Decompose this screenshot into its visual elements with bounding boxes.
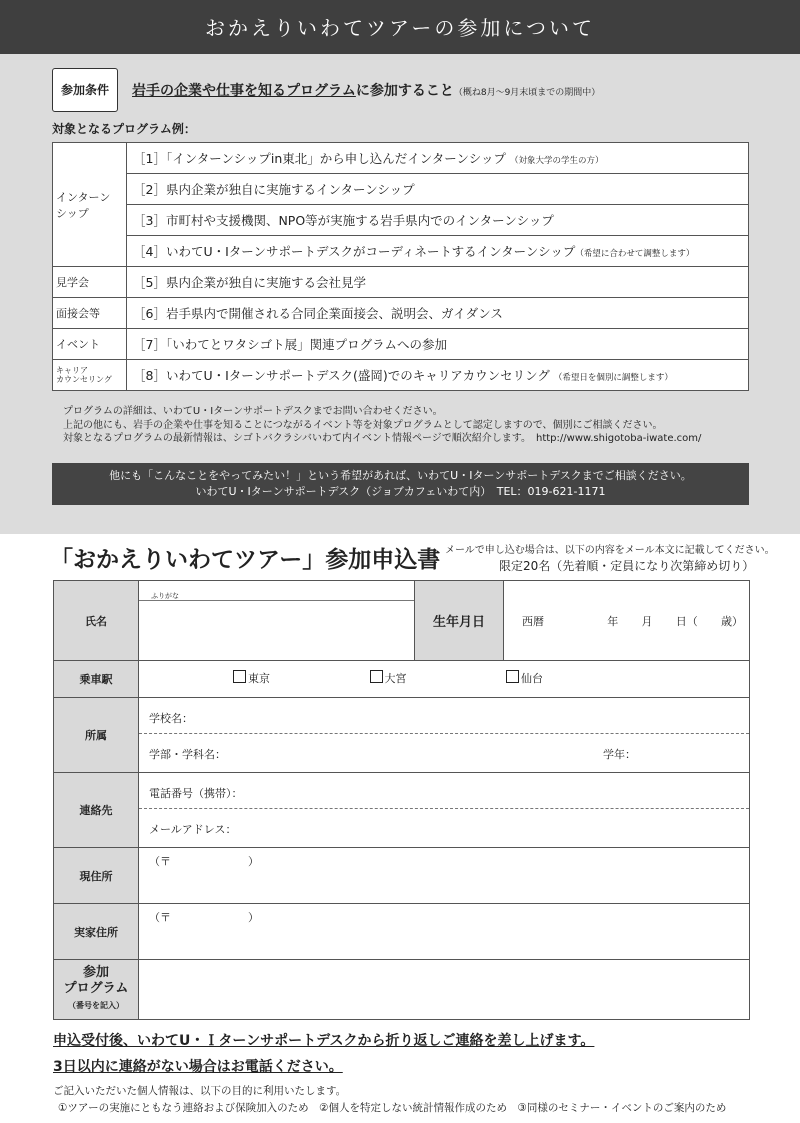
program-category: 見学会 [53,267,127,298]
condition-rest: に参加すること [355,83,454,99]
furigana-field[interactable] [139,581,414,601]
program-item [127,174,749,205]
limit-note: 限定20名（先着順・定員になり次第締め切り） [499,559,755,573]
contact-label: 連絡先 [54,773,139,848]
program-row [53,267,749,298]
program-row [53,236,749,267]
form-title: 「おかえりいわてツアー」参加申込書 [50,547,441,573]
school-name-field[interactable] [139,698,749,734]
station-name: 大宮 [384,672,407,685]
program-item-text: ［1］「インターンシップin東北」から申し込んだインターンシップ [133,151,506,166]
condition-period-note: （概ね8月～9月末頃までの期間中） [453,88,601,98]
program-item [127,329,749,360]
program-field[interactable] [139,960,750,1020]
form-row-program [54,960,750,1020]
program-category-internship [53,143,127,267]
form-row-home [54,904,750,960]
program-item [127,360,749,391]
birth-age: 歳） [721,614,743,628]
name-cell [139,581,415,661]
program-label [54,960,139,1020]
program-item [127,236,749,267]
birth-era: 西暦 [522,614,544,628]
program-item-text: ［6］岩手県内で開催される合同企業面接会、説明会、ガイダンス [133,306,503,321]
privacy-purposes: ①ツアーの実施にともなう連絡および保険加入のため ②個人を特定しない統計情報作成のため ③同様のセミナー・イベントのご案内のため [58,1102,727,1114]
affiliation-cell [139,698,750,773]
note-line: 上記の他にも、岩手の企業や仕事を知ることにつながるイベント等を対象プログラムとして認定しますので、個別にご相談ください。 [63,419,663,431]
category-line: カウンセリング [56,375,112,384]
birth-day: 日（ [675,614,698,628]
email-label: メールアドレス： [149,823,237,836]
station-name: 東京 [248,672,270,685]
name-label: 氏名 [54,581,139,661]
contact-bar [52,463,749,505]
program-label-line: プログラム [63,981,129,996]
station-options [139,661,750,698]
email-field[interactable] [139,809,749,845]
footer-reply-note: 申込受付後、いわてU・Ｉターンサポートデスクから折り返しご連絡を差し上げます。 [53,1033,595,1049]
postal-placeholder: （〒 ） [149,855,259,868]
page-title: おかえりいわてツアーの参加について [205,16,595,40]
program-item-note: （希望日を個別に調整します） [553,373,673,383]
name-field[interactable] [139,601,414,659]
program-row [53,360,749,391]
checkbox[interactable] [233,670,246,683]
department-field[interactable] [139,734,749,770]
program-category: イベント [53,329,127,360]
station-name: 仙台 [521,672,543,685]
address-label: 現住所 [54,848,139,904]
station-option-sendai[interactable] [506,672,543,685]
program-item-text: ［8］いわてU・Iターンサポートデスク(盛岡)でのキャリアカウンセリング [133,368,550,383]
program-item-note: （希望に合わせて調整します） [575,249,695,259]
program-item [127,143,749,174]
contact-bar-line: いわてU・Iターンサポートデスク（ジョブカフェいわて内） TEL：019-621-1171 [195,485,606,498]
program-item [127,267,749,298]
form-row-name [54,581,750,661]
checkbox[interactable] [506,670,519,683]
category-line: インターン [56,190,111,204]
station-label: 乗車駅 [54,661,139,698]
application-form [53,580,750,1020]
program-row [53,298,749,329]
program-item [127,205,749,236]
affiliation-label: 所属 [54,698,139,773]
form-row-address [54,848,750,904]
footer-call-note: 3日以内に連絡がない場合はお電話ください。 [53,1059,343,1075]
condition-underlined: 岩手の企業や仕事を知るプログラム [132,83,356,99]
school-name-label: 学校名： [149,712,193,725]
program-category: 面接会等 [53,298,127,329]
program-item-text: ［2］県内企業が独自に実施するインターンシップ [133,182,415,197]
mail-note: メールで申し込む場合は、以下の内容をメール本文に記載してください。 [445,545,775,556]
program-notes [63,405,701,446]
programs-table [52,142,749,391]
birth-year: 年 [607,614,619,628]
program-label-note: （番号を記入） [68,1001,124,1010]
checkbox[interactable] [370,670,383,683]
programs-label: 対象となるプログラム例： [52,122,196,136]
contact-bar-line: 他にも「こんなことをやってみたい！」という希望があれば、いわてU・Iターンサポートデスクまでご相談ください。 [109,469,692,482]
condition-label-box: 参加条件 [52,68,118,112]
birth-month: 月 [641,614,653,628]
contact-cell [139,773,750,848]
grade-label: 学年： [603,748,636,761]
program-item-text: ［4］いわてU・Iターンサポートデスクがコーディネートするインターンシップ [133,244,576,259]
furigana-label: ふりがな [151,592,179,600]
program-row [53,329,749,360]
program-item-text: ［7］「いわてとワタシゴト展」関連プログラムへの参加 [133,337,447,352]
program-category-career [53,360,127,391]
program-row [53,143,749,174]
note-line: 対象となるプログラムの最新情報は、シゴトバクラシバいわて内イベント情報ページで順次紹介します。 http://www.shigotoba-iwate.com/ [63,433,702,444]
note-line: プログラムの詳細は、いわてU・Iターンサポートデスクまでお問い合わせください。 [63,406,443,417]
home-address-label: 実家住所 [54,904,139,960]
birth-label: 生年月日 [415,581,504,661]
program-item-text: ［3］市町村や支援機関、NPO等が実施する岩手県内でのインターンシップ [133,213,554,228]
phone-label: 電話番号（携帯）： [149,787,243,800]
program-item-text: ［5］県内企業が独自に実施する会社見学 [133,275,366,290]
form-row-station [54,661,750,698]
program-item [127,298,749,329]
station-option-omiya[interactable] [370,672,407,685]
category-line: キャリア [56,366,88,375]
form-row-affiliation [54,698,750,773]
address-field[interactable] [139,848,750,904]
phone-field[interactable] [139,773,749,809]
birth-field[interactable] [504,581,750,661]
station-option-tokyo[interactable] [233,672,270,685]
program-label-line: 参加 [82,965,109,980]
postal-placeholder: （〒 ） [149,911,259,924]
home-address-field[interactable] [139,904,750,960]
privacy-note: ご記入いただいた個人情報は、以下の目的に利用いたします。 [53,1085,347,1097]
condition-text [132,80,600,100]
program-item-note: （対象大学の学生の方） [509,156,604,166]
form-row-contact [54,773,750,848]
program-row [53,205,749,236]
program-row [53,174,749,205]
department-label: 学部・学科名： [149,748,226,761]
category-line: シップ [56,206,89,220]
